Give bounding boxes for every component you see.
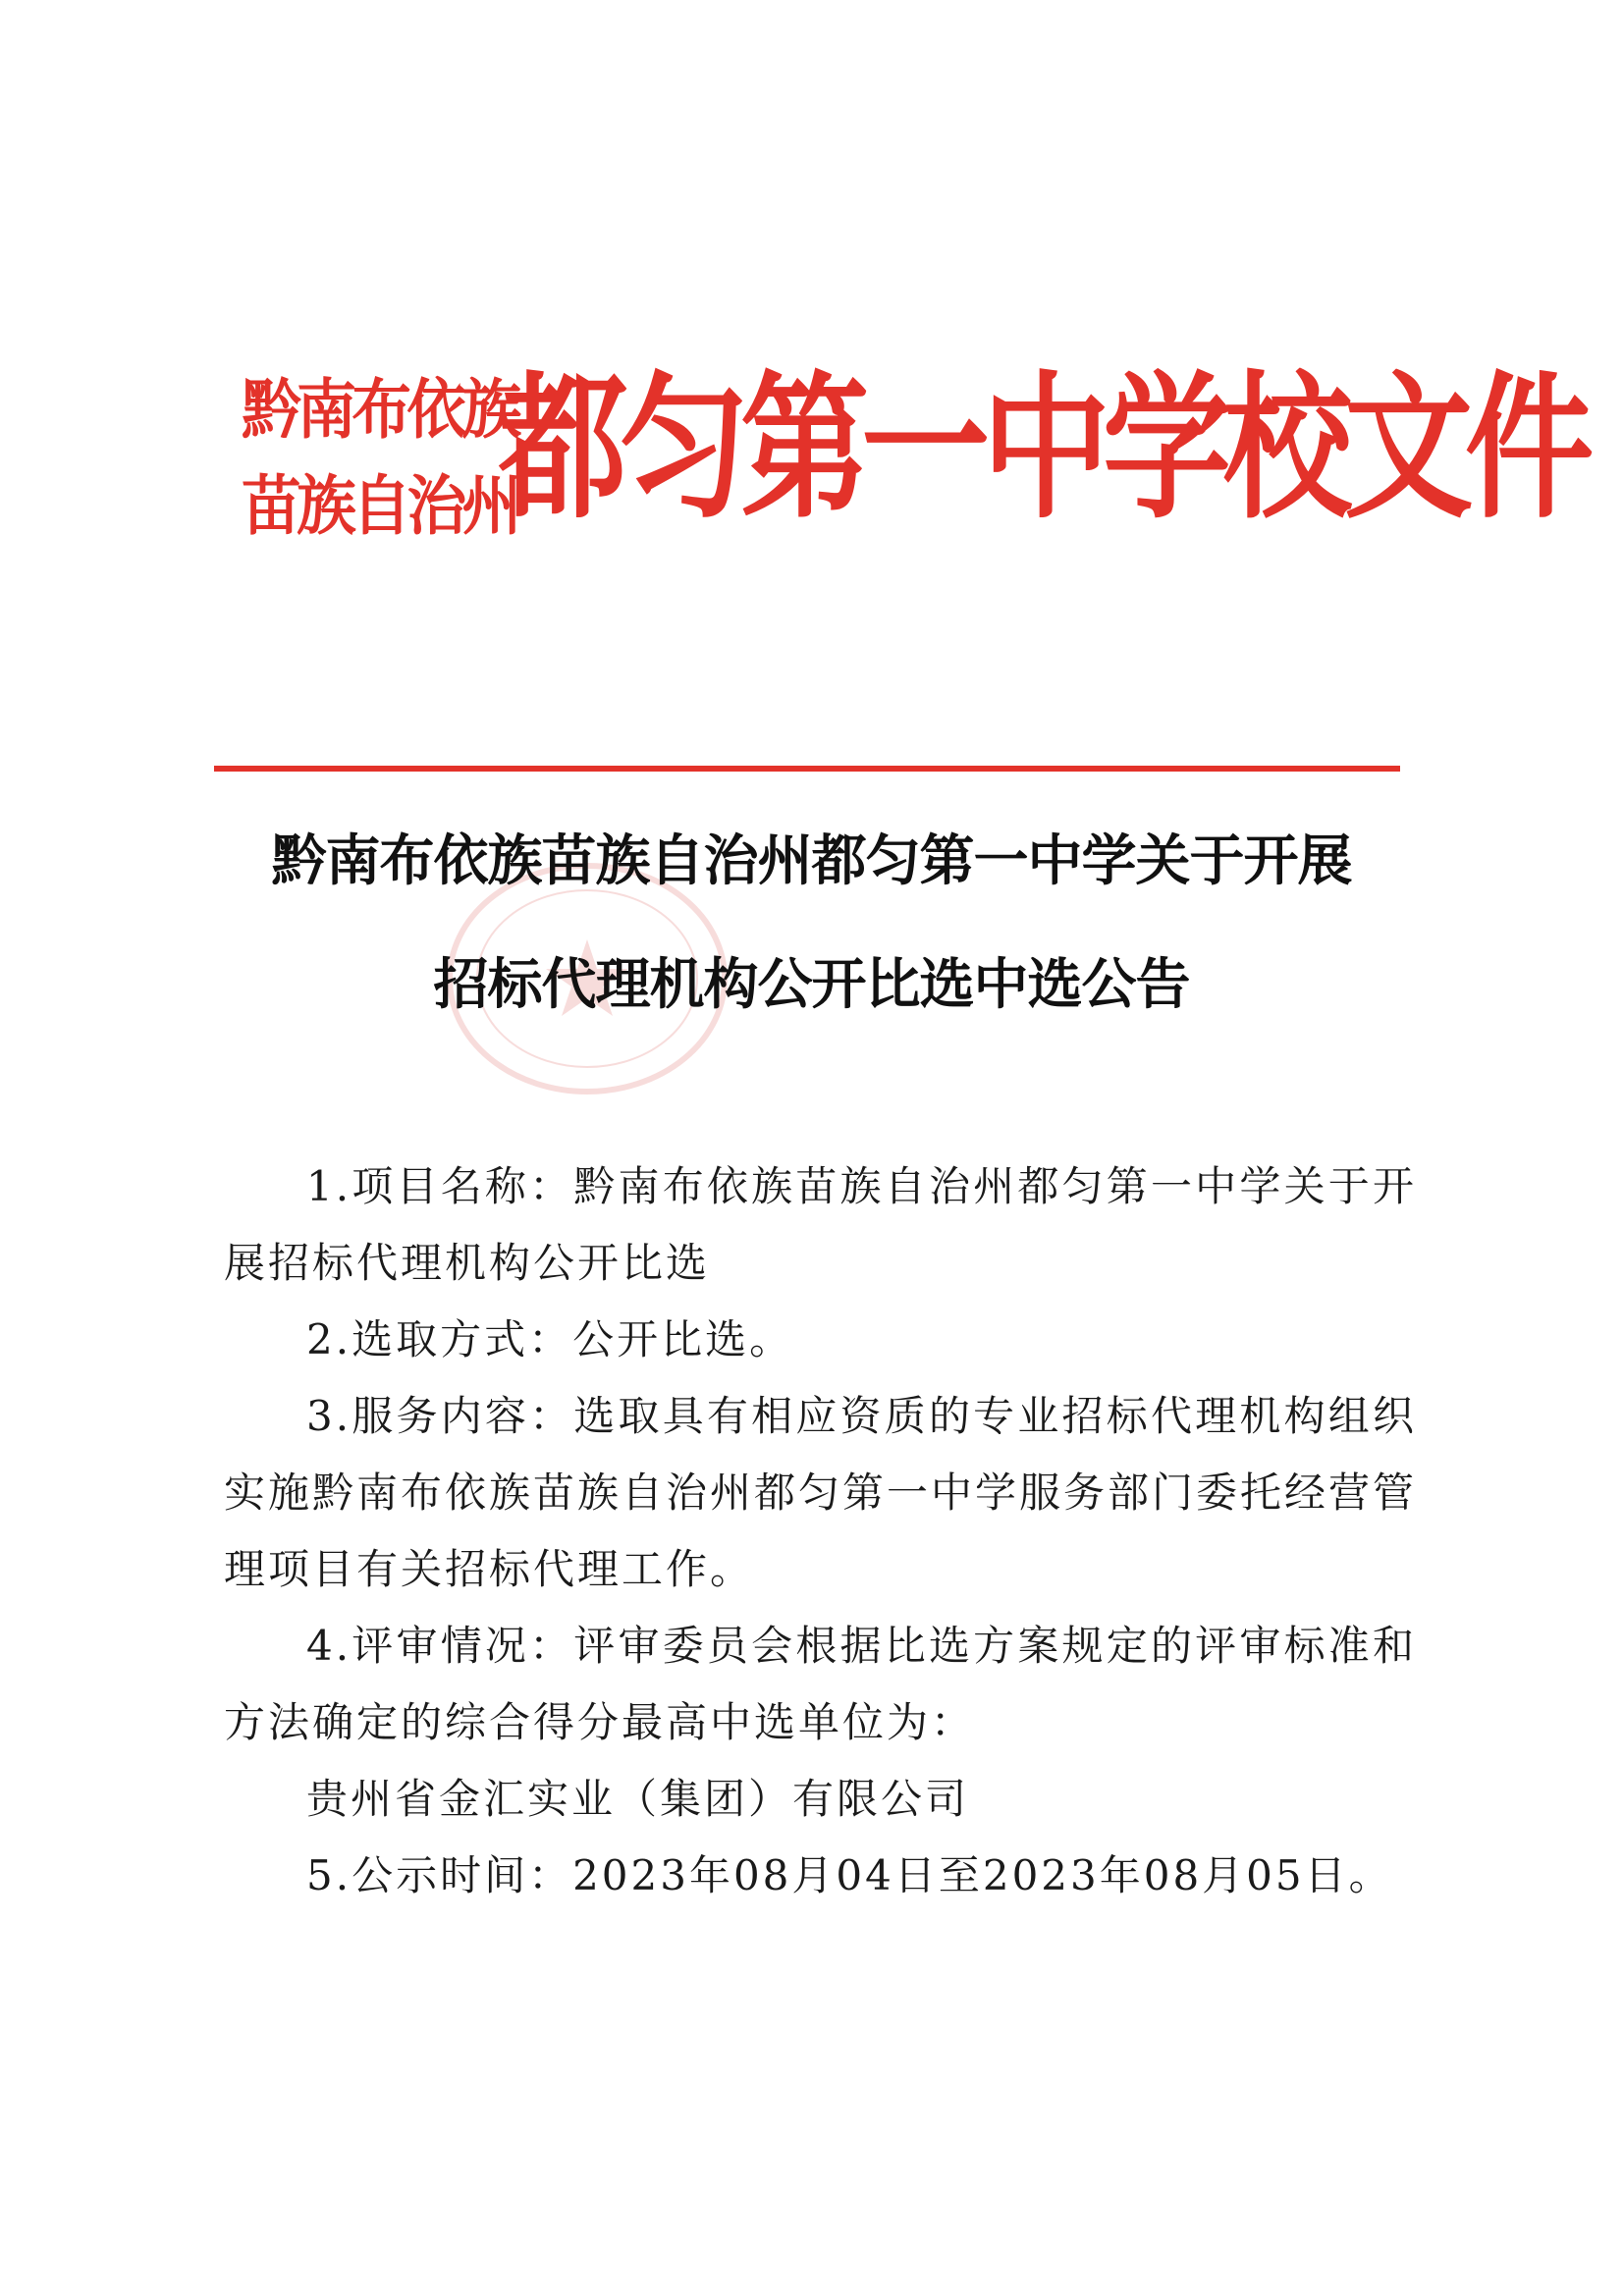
letterhead-region-line1: 黔南布依族	[242, 371, 517, 448]
letterhead-region-line2: 苗族自治州	[242, 467, 517, 544]
letterhead-region-name	[242, 361, 517, 554]
document-title	[167, 800, 1456, 1047]
document-title-line2: 招标代理机构公开比选中选公告	[433, 953, 1190, 1017]
winning-company: 贵州省金汇实业（集团）有限公司	[306, 1775, 970, 1823]
document-title-line1: 黔南布依族苗族自治州都匀第一中学关于开展	[271, 829, 1352, 893]
item-review-result: 4.评审情况：评审委员会根据比选方案规定的评审标准和方法确定的综合得分最高中选单位为：	[224, 1622, 1417, 1746]
letterhead	[242, 349, 1587, 575]
item-publicity-period: 5.公示时间：2023年08月04日至2023年08月05日。	[306, 1851, 1393, 1899]
item-project-name: 1.项目名称：黔南布依族苗族自治州都匀第一中学关于开展招标代理机构公开比选	[224, 1162, 1417, 1287]
item-service-content: 3.服务内容：选取具有相应资质的专业招标代理机构组织实施黔南布依族苗族自治州都匀第一中学服务部门委托经营管理项目有关招标代理工作。	[224, 1392, 1418, 1593]
document-body	[224, 1148, 1417, 1914]
item-selection-method: 2.选取方式：公开比选。	[306, 1315, 794, 1363]
letterhead-school-name: 都匀第一中学校文件	[499, 355, 1587, 540]
letterhead-divider	[214, 766, 1400, 772]
